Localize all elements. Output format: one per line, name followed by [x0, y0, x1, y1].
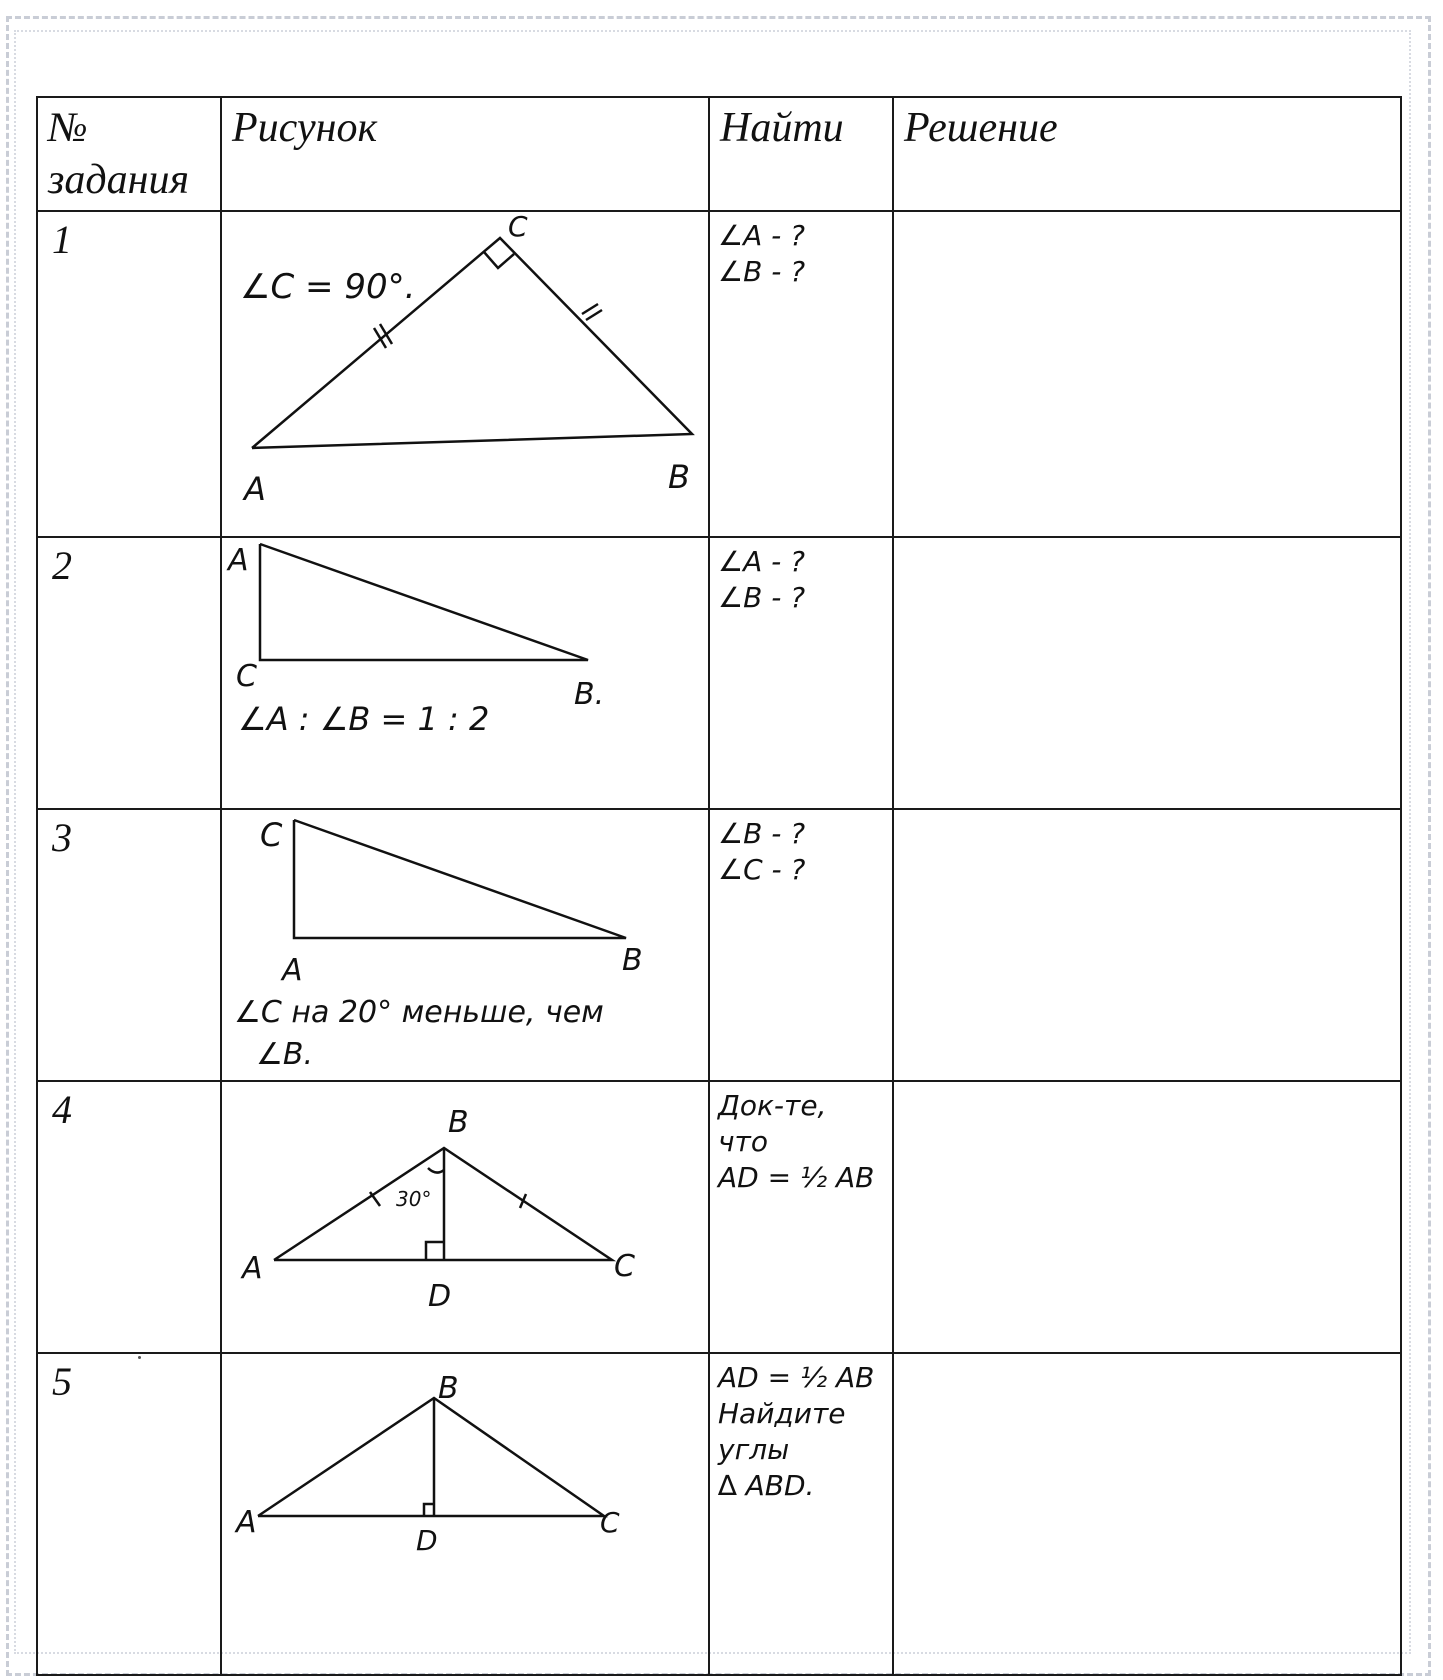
solution-cell[interactable]: [893, 1353, 1401, 1675]
figure-cell: [221, 211, 709, 537]
vertex-label-d: D: [428, 1279, 452, 1314]
task-number: 3: [52, 815, 72, 860]
vertex-label-c: C: [508, 212, 528, 243]
find-text: ∠A - ? ∠B - ?: [718, 545, 806, 614]
figure-cell: [221, 1081, 709, 1353]
solution-cell[interactable]: [893, 537, 1401, 809]
find-cell: [709, 809, 893, 1081]
header-row: [37, 97, 1401, 211]
header-figure: Рисунок: [232, 105, 378, 151]
find-text: ∠A - ? ∠B - ?: [718, 219, 806, 288]
figure-cell: [221, 809, 709, 1081]
task-number-cell: [37, 1081, 221, 1353]
solution-cell[interactable]: [893, 809, 1401, 1081]
vertex-label-a: A: [244, 470, 266, 508]
vertex-label-b: B.: [574, 677, 605, 712]
header-number-cell: [37, 97, 221, 211]
find-cell: [709, 537, 893, 809]
task-number-cell: [37, 537, 221, 809]
given-condition-line1: ∠C на 20° меньше, чем: [234, 995, 604, 1030]
vertex-label-c: C: [260, 816, 283, 854]
task-number-cell: [37, 809, 221, 1081]
angle-label: 30°: [396, 1187, 432, 1211]
vertex-label-c: C: [614, 1249, 635, 1284]
task-number-cell: [37, 211, 221, 537]
header-find-cell: [709, 97, 893, 211]
worksheet-table: [36, 96, 1402, 1676]
task-row: [37, 211, 1401, 537]
vertex-label-a: A: [236, 1505, 257, 1540]
vertex-label-b: B: [622, 943, 643, 978]
header-solution-cell: [893, 97, 1401, 211]
find-cell: [709, 1081, 893, 1353]
triangle-figure: [222, 1354, 710, 1674]
given-condition-line2: ∠B.: [256, 1037, 314, 1072]
vertex-label-a: A: [228, 543, 249, 578]
header-find: Найти: [720, 105, 844, 151]
find-cell: [709, 211, 893, 537]
solution-cell[interactable]: [893, 211, 1401, 537]
task-number: 2: [52, 543, 72, 588]
vertex-label-c: C: [236, 659, 257, 694]
task-row: [37, 1353, 1401, 1675]
vertex-label-a: A: [242, 1251, 263, 1286]
triangle-figure: [222, 538, 710, 804]
header-figure-cell: [221, 97, 709, 211]
task-number: 4: [52, 1087, 72, 1132]
vertex-label-d: D: [416, 1524, 438, 1557]
vertex-label-b: B: [668, 458, 690, 496]
stray-dot: [138, 1356, 141, 1359]
solution-cell[interactable]: [893, 1081, 1401, 1353]
task-number-cell: [37, 1353, 221, 1675]
task-row: [37, 809, 1401, 1081]
given-condition: ∠A : ∠B = 1 : 2: [238, 700, 490, 738]
find-text: AD = ½ AB Найдите углы ∆ ABD.: [718, 1361, 875, 1502]
triangle-figure: [222, 212, 710, 532]
find-text: ∠B - ? ∠C - ?: [718, 817, 806, 886]
header-number: № задания: [48, 105, 189, 203]
figure-cell: [221, 537, 709, 809]
find-cell: [709, 1353, 893, 1675]
vertex-label-b: B: [448, 1105, 469, 1140]
vertex-label-c: C: [600, 1506, 620, 1539]
header-solution: Решение: [904, 105, 1058, 151]
triangle-figure: [222, 1082, 710, 1348]
task-row: [37, 537, 1401, 809]
given-condition: ∠C = 90°.: [240, 267, 416, 307]
task-number: 1: [52, 217, 72, 262]
figure-cell: [221, 1353, 709, 1675]
task-number: 5: [52, 1359, 72, 1404]
vertex-label-b: B: [438, 1371, 459, 1406]
task-row: [37, 1081, 1401, 1353]
triangle-figure: [222, 810, 710, 1076]
find-text: Док-те, что AD = ½ AB: [718, 1089, 875, 1194]
vertex-label-a: A: [282, 953, 303, 988]
